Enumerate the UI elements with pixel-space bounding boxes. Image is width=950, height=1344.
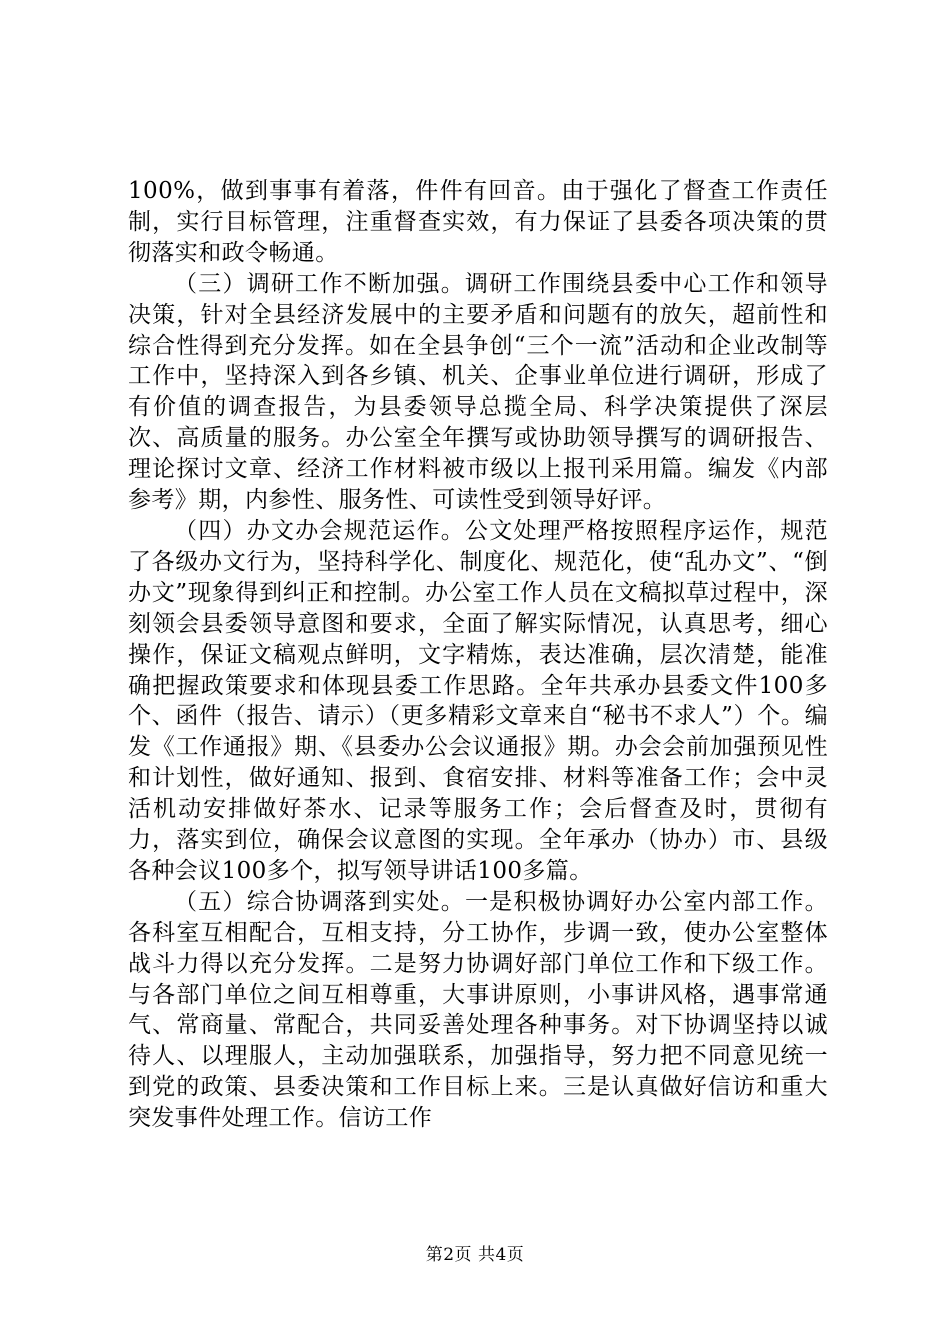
paragraph-3: （四）办文办会规范运作。公文处理严格按照程序运作，规范了各级办文行为，坚持科学化、制度化、规范化，使“乱办文”、“倒办文”现象得到纠正和控制。办公室工作人员在文稿拟草过程中，深刻领会县委领导意图和要求，全面了解实际情况，认真思考，细心操作，保证文稿观点鲜明，文字精炼，表达准确，层次清楚，能准确把握政策要求和体现县委工作思路。全年共承办县委文件100多个、函件（报告、请示）（更多精彩文章来自“秘书不求人”）个。编发《工作通报》期、《县委办公会议通报》期。办会会前加强预见性和计划性，做好通知、报到、食宿安排、材料等准备工作；会中灵活机动安排做好茶水、记录等服务工作；会后督查及时，贯彻有力，落实到位，确保会议意图的实现。全年承办（协办）市、县级各种会议100多个，拟写领导讲话100多篇。: [128, 517, 828, 884]
paragraph-2: （三）调研工作不断加强。调研工作围绕县委中心工作和领导决策，针对全县经济发展中的主要矛盾和问题有的放矢，超前性和综合性得到充分发挥。如在全县争创“三个一流”活动和企业改制等工作中，坚持深入到各乡镇、机关、企事业单位进行调研，形成了有价值的调查报告，为县委领导总揽全局、科学决策提供了深层次、高质量的服务。办公室全年撰写或协助领导撰写的调研报告、理论探讨文章、经济工作材料被市级以上报刊采用篇。编发《内部参考》期，内参性、服务性、可读性受到领导好评。: [128, 270, 828, 514]
paragraph-1: 100%，做到事事有着落，件件有回音。由于强化了督查工作责任制，实行目标管理，注重督查实效，有力保证了县委各项决策的贯彻落实和政令畅通。: [128, 178, 828, 266]
page-footer: 第2页 共4页: [425, 1245, 525, 1265]
document-body: [128, 176, 828, 1134]
paragraph-4: （五）综合协调落到实处。一是积极协调好办公室内部工作。各科室互相配合，互相支持，分工协作，步调一致，使办公室整体战斗力得以充分发挥。二是努力协调好部门单位工作和下级工作。与各部门单位之间互相尊重，大事讲原则，小事讲风格，遇事常通气、常商量、常配合，共同妥善处理各种事务。对下协调坚持以诚待人、以理服人，主动加强联系，加强指导，努力把不同意见统一到党的政策、县委决策和工作目标上来。三是认真做好信访和重大突发事件处理工作。信访工作: [128, 888, 828, 1132]
